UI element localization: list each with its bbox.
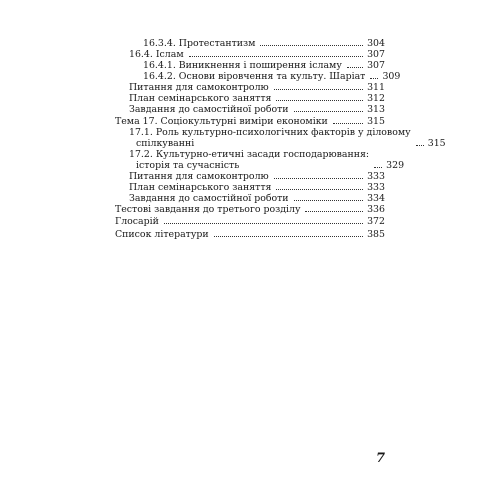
dot-leader: [416, 145, 424, 146]
toc-entry: [143, 71, 401, 82]
toc-entry-page: 309: [382, 71, 401, 82]
toc-entry-page: 313: [367, 104, 385, 115]
toc-entry: [129, 193, 385, 204]
toc-entry-page: 333: [367, 182, 385, 193]
toc-entry-title: 16.4.1. Виникнення і поширення ісламу: [143, 60, 342, 71]
toc-entry-title: 17.2. Культурно-етичні засади господарювання:: [129, 149, 370, 160]
toc-entry: [129, 49, 385, 60]
toc-entry: [115, 216, 385, 227]
toc-entry-page: 315: [427, 138, 446, 149]
toc-entry: [143, 60, 385, 71]
dot-leader: [274, 178, 363, 179]
toc-entry-title: Завдання до самостійної роботи: [129, 193, 289, 204]
toc-entry-page: 315: [367, 116, 385, 127]
dot-leader: [294, 200, 363, 201]
dot-leader: [347, 67, 363, 68]
dot-leader: [374, 167, 382, 168]
toc-entry-page: 385: [367, 229, 385, 240]
toc-entry-title: Тема 17. Соціокультурні виміри економіки: [115, 116, 328, 127]
toc-entry: [115, 229, 385, 240]
toc-entry-title: Список літератури: [115, 229, 209, 240]
dot-leader: [333, 123, 363, 124]
toc-entry-page: 304: [367, 38, 385, 49]
toc-entry-page: 311: [367, 82, 385, 93]
toc-entry-title: Тестові завдання до третього розділу: [115, 204, 301, 215]
toc-entry-page: 333: [367, 171, 385, 182]
toc-entry-title-continued: історія та сучасність: [136, 160, 240, 171]
toc-entry: [129, 171, 385, 182]
toc-entry: [129, 182, 385, 193]
toc-entry-title-continued: спілкуванні: [136, 138, 195, 149]
toc-entry-title: Питання для самоконтролю: [129, 82, 269, 93]
dot-leader: [305, 211, 363, 212]
dot-leader: [164, 223, 363, 224]
toc-entry-page: 312: [367, 93, 385, 104]
toc-entry-page: 329: [386, 160, 405, 171]
toc-entry-title: 16.3.4. Протестантизм: [143, 38, 256, 49]
toc-entry-page: 307: [367, 60, 385, 71]
toc-entry-page: 307: [367, 49, 385, 60]
toc-entry-title: 16.4. Іслам: [129, 49, 184, 60]
toc-entry-title: План семінарського заняття: [129, 93, 272, 104]
toc-entry-title: План семінарського заняття: [129, 182, 272, 193]
dot-leader: [260, 45, 363, 46]
toc-entry-title: Питання для самоконтролю: [129, 171, 269, 182]
toc-entry: [129, 104, 385, 115]
toc-entry-page: 336: [367, 204, 385, 215]
toc-entry-title: 17.1. Роль культурно-психологічних факторів у діловому: [129, 127, 411, 138]
dot-leader: [189, 56, 363, 57]
toc-entry-page: 334: [367, 193, 385, 204]
toc-entry-page: 372: [367, 216, 385, 227]
dot-leader: [370, 78, 378, 79]
toc-entry-title: Завдання до самостійної роботи: [129, 104, 289, 115]
dot-leader: [276, 189, 363, 190]
toc-entry: [129, 127, 446, 149]
toc-entry-title: 16.4.2. Основи віровчення та культу. Шаріат: [143, 71, 366, 82]
dot-leader: [276, 100, 363, 101]
dot-leader: [274, 89, 363, 90]
dot-leader: [294, 111, 363, 112]
toc-entry: [115, 204, 385, 215]
toc-entry-title: Глосарій: [115, 216, 159, 227]
toc-entry: [129, 93, 385, 104]
toc-entry: [115, 116, 385, 127]
dot-leader: [214, 236, 363, 237]
toc-entry: [129, 149, 405, 171]
toc-entry: [129, 82, 385, 93]
page-number: 7: [375, 451, 385, 466]
toc-entry: [143, 38, 385, 49]
